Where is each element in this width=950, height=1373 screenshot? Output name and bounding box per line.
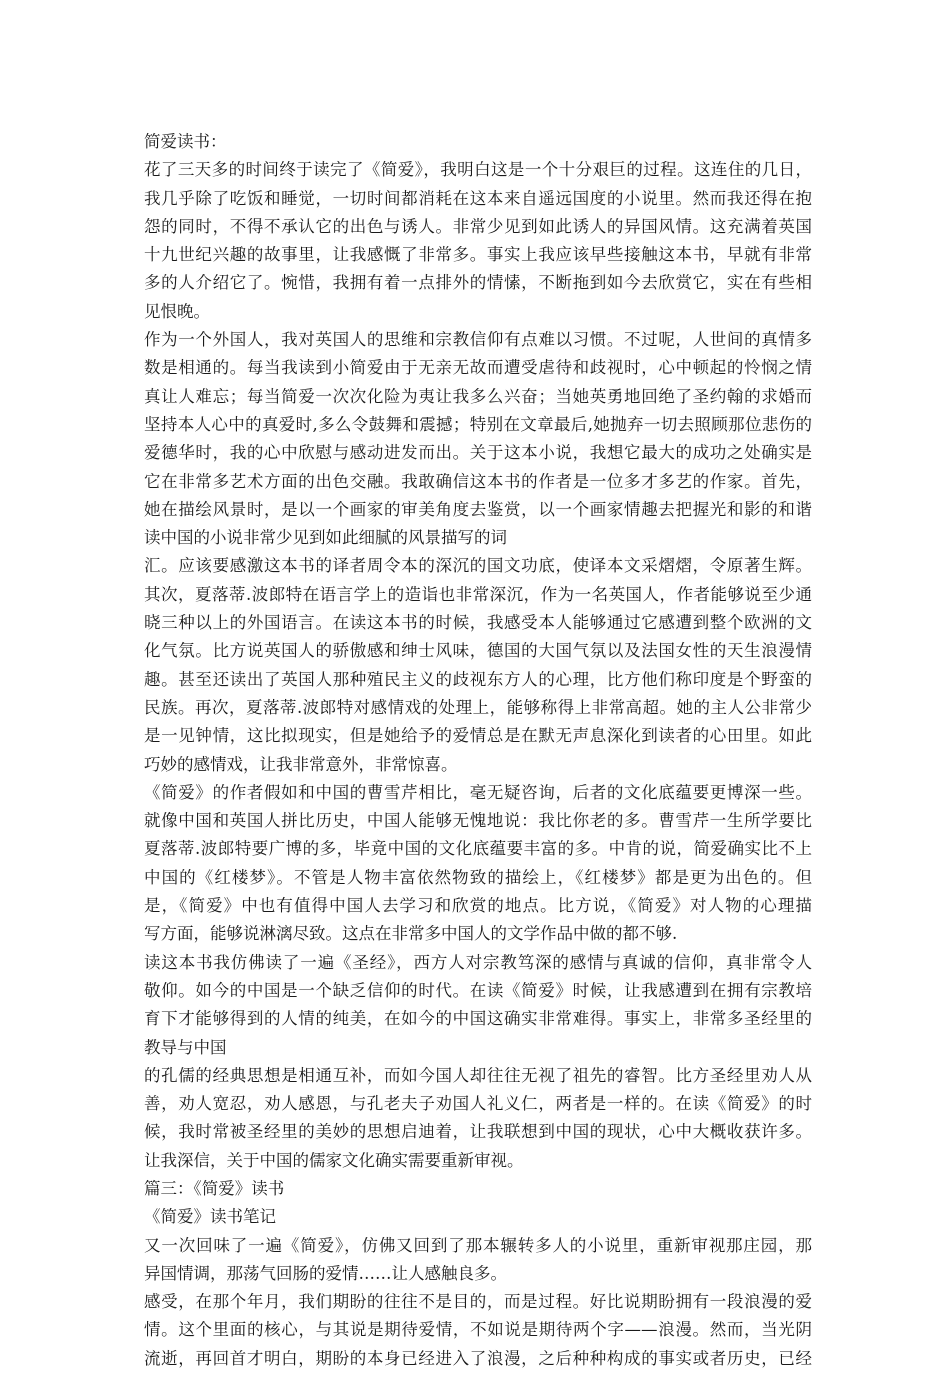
text-line: 敬仰。如今的中国是一个缺乏信仰的时代。在读《简爱》时候，让我感遭到在拥有宗教培 bbox=[144, 980, 812, 1000]
text-line: 写方面，能够说淋漓尽致。这点在非常多中国人的文学作品中做的都不够. bbox=[144, 924, 678, 944]
text-line: 民族。再次，夏落蒂.波郎特对感情戏的处理上，能够称得上非常高超。她的主人公非常少 bbox=[144, 697, 812, 717]
text-line: 真让人难忘；每当简爱一次次化险为夷让我多么兴奋；当她英勇地回绝了圣约翰的求婚而 bbox=[144, 386, 812, 406]
text-line: 作为一个外国人，我对英国人的思维和宗教信仰有点难以习惯。不过呢，人世间的真情多 bbox=[144, 330, 812, 350]
text-line: 的孔儒的经典思想是相通互补，而如今国人却往往无视了祖先的睿智。比方圣经里劝人从 bbox=[144, 1065, 812, 1085]
text-line: 坚持本人心中的真爱时,多么令鼓舞和震撼；特别在文章最后,她抛弃一切去照顾那位悲伤的 bbox=[144, 414, 812, 434]
text-line: 中国的《红楼梦》。不管是人物丰富依然物致的描绘上，《红楼梦》都是更为出色的。但 bbox=[144, 867, 812, 887]
text-line: 简爱读书： bbox=[144, 132, 227, 151]
text-line: 她在描绘风景时，是以一个画家的审美角度去鉴赏，以一个画家情趣去把握光和影的和谐 bbox=[144, 499, 812, 519]
text-line: 爱德华时，我的心中欣慰与感动进发而出。关于这本小说，我想它最大的成功之处确实是 bbox=[144, 443, 812, 463]
text-line: 又一次回味了一遍《简爱》，仿佛又回到了那本辗转多人的小说里，重新审视那庄园，那 bbox=[144, 1235, 812, 1255]
text-line: 其次，夏落蒂.波郎特在语言学上的造诣也非常深沉，作为一名英国人，作者能够说至少通 bbox=[144, 584, 812, 604]
text-line: 教导与中国 bbox=[144, 1037, 227, 1057]
text-line: 流逝，再回首才明白，期盼的本身已经进入了浪漫，之后种种构成的事实或者历史，已经 bbox=[144, 1348, 812, 1368]
text-line: 读这本书我仿佛读了一遍《圣经》，西方人对宗教笃深的感情与真诚的信仰，真非常令人 bbox=[144, 952, 812, 972]
text-line: 育下才能够得到的人情的纯美，在如今的中国这确实非常难得。事实上，非常多圣经里的 bbox=[144, 1009, 812, 1029]
text-line: 善，劝人宽忍，劝人感恩，与孔老夫子劝国人礼义仁，两者是一样的。在读《简爱》的时 bbox=[144, 1094, 812, 1114]
text-line: 是一见钟情，这比拟现实，但是她给予的爱情总是在默无声息深化到读者的心田里。如此 bbox=[144, 726, 812, 746]
text-line: 数是相通的。每当我读到小简爱由于无亲无故而遭受虐待和歧视时，心中顿起的怜悯之情 bbox=[144, 358, 812, 378]
text-line: 篇三：《简爱》读书 bbox=[144, 1178, 285, 1198]
document-body bbox=[144, 128, 812, 1373]
text-line: 《简爱》读书笔记 bbox=[144, 1207, 276, 1227]
text-line: 怨的同时，不得不承认它的出色与诱人。非常少见到如此诱人的异国风情。这充满着英国 bbox=[144, 216, 812, 236]
text-line: 就像中国和英国人拼比历史，中国人能够无愧地说：我比你老的多。曹雪芹一生所学要比 bbox=[144, 811, 812, 831]
text-line: 多的人介绍它了。惋惜，我拥有着一点排外的情愫，不断拖到如今去欣赏它，实在有些相 bbox=[144, 273, 812, 293]
text-line: 候，我时常被圣经里的美妙的思想启迪着，让我联想到中国的现状，心中大概收获许多。 bbox=[144, 1122, 812, 1142]
text-line: 花了三天多的时间终于读完了《简爱》，我明白这是一个十分艰巨的过程。这连住的几日， bbox=[144, 160, 812, 180]
text-line: 让我深信，关于中国的儒家文化确实需要重新审视。 bbox=[144, 1150, 524, 1170]
text-line: 异国情调，那荡气回肠的爱情……让人感触良多。 bbox=[144, 1263, 507, 1283]
text-line: 晓三种以上的外国语言。在读这本书的时候，我感受本人能够通过它感遭到整个欧洲的文 bbox=[144, 613, 812, 633]
text-line: 化气氛。比方说英国人的骄傲感和绅士风味，德国的大国气氛以及法国女性的天生浪漫情 bbox=[144, 641, 812, 661]
text-line: 《简爱》的作者假如和中国的曹雪芹相比，毫无疑咨询，后者的文化底蕴要更博深一些。 bbox=[144, 782, 812, 802]
text-line: 情。这个里面的核心，与其说是期待爱情，不如说是期待两个字——浪漫。然而，当光阴 bbox=[144, 1320, 812, 1340]
text-line: 巧妙的感情戏，让我非常意外，非常惊喜。 bbox=[144, 754, 458, 774]
text-line: 它在非常多艺术方面的出色交融。我敢确信这本书的作者是一位多才多艺的作家。首先， bbox=[144, 471, 812, 491]
text-line: 夏落蒂.波郎特要广博的多，毕竟中国的文化底蕴要丰富的多。中肯的说，简爱确实比不上 bbox=[144, 839, 812, 859]
text-line: 十九世纪兴趣的故事里，让我感慨了非常多。事实上我应该早些接触这本书，早就有非常 bbox=[144, 245, 812, 265]
text-line: 是，《简爱》中也有值得中国人去学习和欣赏的地点。比方说，《简爱》对人物的心理描 bbox=[144, 896, 812, 916]
text-line: 感受，在那个年月，我们期盼的往往不是目的，而是过程。好比说期盼拥有一段浪漫的爱 bbox=[144, 1292, 812, 1312]
text-line: 汇。应该要感激这本书的译者周令本的深沉的国文功底，使译本文采熠熠，令原著生辉。 bbox=[144, 556, 812, 576]
text-line: 趣。甚至还读出了英国人那种殖民主义的歧视东方人的心理，比方他们称印度是个野蛮的 bbox=[144, 669, 812, 689]
text-line: 见恨晚。 bbox=[144, 301, 210, 321]
text-line: 读中国的小说非常少见到如此细腻的风景描写的词 bbox=[144, 528, 507, 548]
text-line: 我几乎除了吃饭和睡觉，一切时间都消耗在这本来自遥远国度的小说里。然而我还得在抱 bbox=[144, 188, 812, 208]
